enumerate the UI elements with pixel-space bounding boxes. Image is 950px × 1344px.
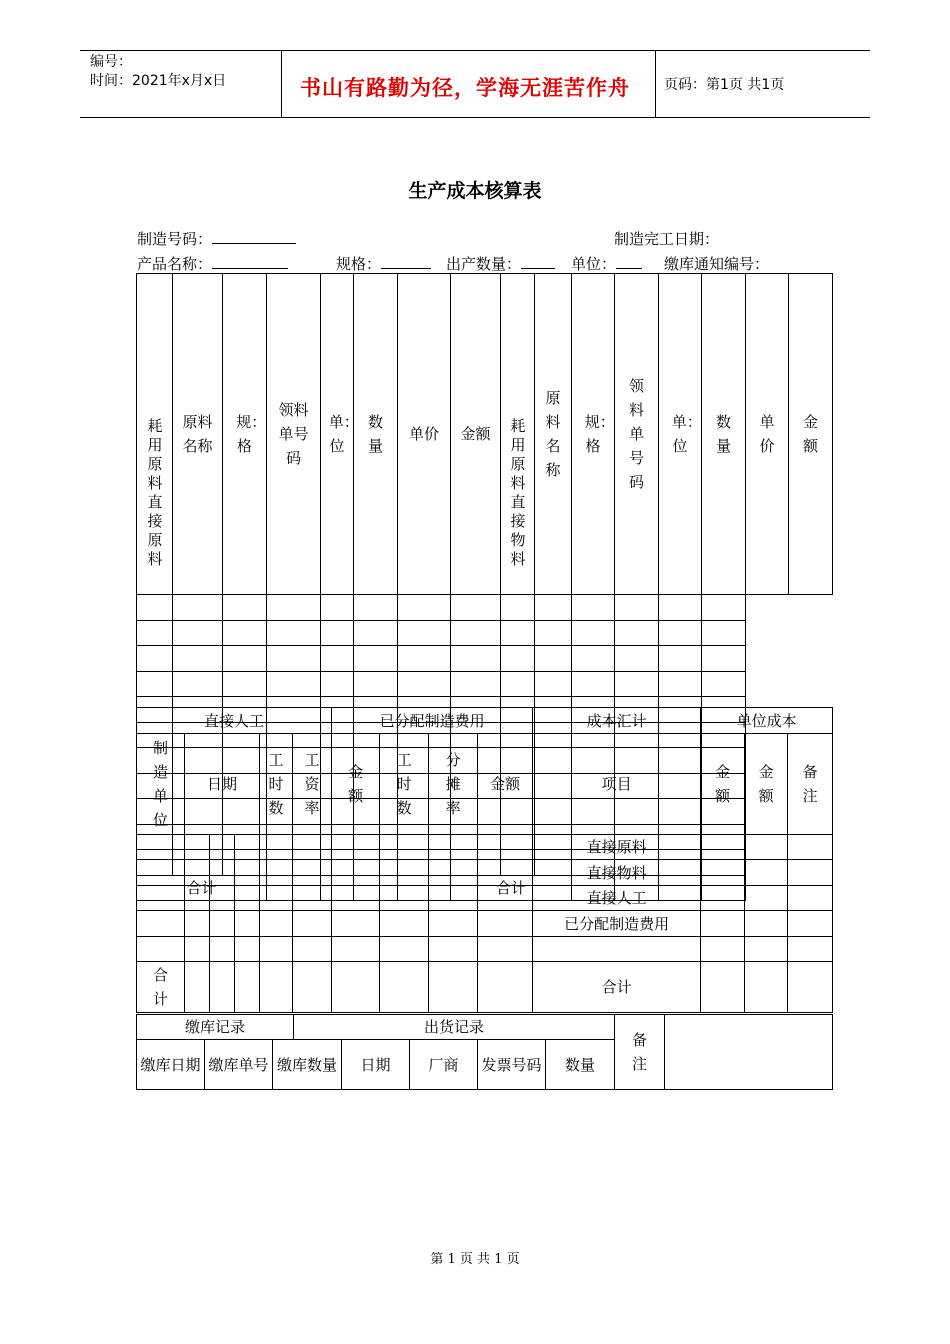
records-table xyxy=(136,1014,833,1090)
unit-cost-header: 单位成本 xyxy=(701,708,833,734)
col-header: 领料单号码 xyxy=(267,274,321,595)
mfg-no-field xyxy=(137,228,296,249)
motto-text: 书山有路勤为径，学海无涯苦作舟 xyxy=(300,76,630,100)
material-cell xyxy=(659,672,702,697)
cost-col-header: 制造单位 日期 工时数 工资率 金额 工时数 分摊率 金额 项目 金额 金额 备注 xyxy=(137,734,833,835)
cost-summary-header: 成本汇计 xyxy=(533,708,701,734)
unit-label: 单位： xyxy=(571,255,617,273)
cost-item-label: 直接物料 xyxy=(533,860,701,886)
material-cell xyxy=(321,595,354,621)
material-cell xyxy=(173,595,223,621)
material-cell xyxy=(572,646,615,672)
col-header: 单价 xyxy=(398,274,451,595)
spec-blank xyxy=(381,254,431,269)
material-cell xyxy=(173,621,223,646)
cost-row xyxy=(137,860,833,886)
output-qty-blank xyxy=(521,254,555,269)
cost-row xyxy=(137,937,833,962)
material-cell xyxy=(659,595,702,621)
material-cell xyxy=(321,646,354,672)
col-header: 单价 xyxy=(746,274,789,595)
product-name-blank xyxy=(212,254,288,269)
unit-blank xyxy=(616,254,642,269)
doc-number-label: 编号： xyxy=(90,54,132,70)
cost-table xyxy=(136,707,833,1013)
cost-total-row: 合计 合计 xyxy=(137,962,833,1013)
records-col-header: 缴库日期 缴库单号 缴库数量 日期 厂商 发票号码 数量 xyxy=(137,1040,833,1090)
material-cell xyxy=(659,646,702,672)
material-row xyxy=(137,646,833,672)
header-divider-1 xyxy=(281,50,282,118)
material-cell xyxy=(702,672,746,697)
col-header: 规：格 xyxy=(223,274,267,595)
material-cell xyxy=(572,672,615,697)
material-cell xyxy=(223,646,267,672)
spec-label: 规格： xyxy=(336,255,382,273)
product-name-label: 产品名称： xyxy=(137,255,213,273)
material-cell xyxy=(173,672,223,697)
col-header: 领料单号码 xyxy=(615,274,659,595)
page-title: 生产成本核算表 xyxy=(408,180,542,202)
material-cell xyxy=(615,672,659,697)
material-cell xyxy=(137,595,173,621)
material-cell xyxy=(702,621,746,646)
material-row xyxy=(137,595,833,621)
doc-time-label: 时间：2021年x月x日 xyxy=(90,73,227,89)
cost-item-label: 直接人工 xyxy=(533,886,701,911)
material-cell xyxy=(535,672,572,697)
header-divider-2 xyxy=(655,50,656,118)
material-cell xyxy=(451,672,501,697)
material-cell xyxy=(451,621,501,646)
col-header: 原料名称 xyxy=(173,274,223,595)
material-cell xyxy=(535,621,572,646)
material-cell xyxy=(398,595,451,621)
material-cell xyxy=(398,672,451,697)
header-bottom-rule xyxy=(80,117,870,118)
material-cell xyxy=(267,595,321,621)
material-cell xyxy=(267,646,321,672)
material-cell xyxy=(702,595,746,621)
material-cell xyxy=(354,621,398,646)
material-cell xyxy=(572,621,615,646)
cost-row xyxy=(137,911,833,937)
material-cell xyxy=(137,646,173,672)
material-cell xyxy=(501,646,535,672)
material-cell xyxy=(321,672,354,697)
product-name-field xyxy=(137,253,288,274)
page-footer: 第 1 页 共 1 页 xyxy=(430,1252,520,1267)
cost-total-label: 合计 xyxy=(533,962,701,1013)
cost-row xyxy=(137,886,833,911)
material-row xyxy=(137,672,833,697)
material-cell xyxy=(451,646,501,672)
material-cell xyxy=(137,672,173,697)
material-row xyxy=(137,621,833,646)
material-cell xyxy=(535,595,572,621)
material-cell xyxy=(398,621,451,646)
material-cell xyxy=(501,621,535,646)
material-cell xyxy=(572,595,615,621)
material-cell xyxy=(451,595,501,621)
overhead-header: 已分配制造费用 xyxy=(332,708,533,734)
header-top-rule xyxy=(80,50,870,51)
left-side-label-cell xyxy=(137,274,173,595)
left-side-label: 耗用原料直接原料 xyxy=(145,418,164,570)
col-header: 规：格 xyxy=(572,274,615,595)
material-cell xyxy=(223,595,267,621)
output-qty-field xyxy=(446,253,555,274)
finish-date-label: 制造完工日期： xyxy=(614,230,720,248)
col-header: 数量 xyxy=(354,274,398,595)
mfg-no-label: 制造号码： xyxy=(137,230,213,248)
shipping-record-header: 出货记录 xyxy=(294,1015,615,1040)
output-qty-label: 出产数量： xyxy=(446,255,522,273)
material-cell xyxy=(223,672,267,697)
col-header: 金额 xyxy=(789,274,833,595)
material-cell xyxy=(267,672,321,697)
material-cell xyxy=(321,621,354,646)
material-cell xyxy=(173,646,223,672)
total-label: 合计 xyxy=(137,876,267,901)
material-cell xyxy=(615,621,659,646)
material-cell xyxy=(354,646,398,672)
right-side-label-cell xyxy=(501,274,535,595)
records-remark-header: 备注 xyxy=(615,1015,665,1090)
material-cell xyxy=(702,646,746,672)
cost-item-label: 直接原料 xyxy=(533,835,701,860)
materials-header-row xyxy=(137,274,833,595)
material-cell xyxy=(615,646,659,672)
unit-field xyxy=(571,253,642,274)
cost-section-header xyxy=(137,708,833,734)
col-header: 数量 xyxy=(702,274,746,595)
notice-no-label: 缴库通知编号： xyxy=(664,255,770,273)
col-header: 金额 xyxy=(451,274,501,595)
material-cell xyxy=(501,595,535,621)
col-header: 单：位 xyxy=(659,274,702,595)
records-header xyxy=(137,1015,833,1040)
cost-item-label: 已分配制造费用 xyxy=(533,911,701,937)
material-cell xyxy=(659,621,702,646)
material-cell xyxy=(137,621,173,646)
material-cell xyxy=(615,595,659,621)
col-header: 单：位 xyxy=(321,274,354,595)
page-info: 页码：第1页 共1页 xyxy=(664,77,785,93)
material-cell xyxy=(354,672,398,697)
material-cell xyxy=(223,621,267,646)
direct-labor-header: 直接人工 xyxy=(137,708,332,734)
spec-field xyxy=(336,253,431,274)
material-cell xyxy=(267,621,321,646)
mfg-no-blank xyxy=(212,229,296,244)
material-cell xyxy=(535,646,572,672)
right-side-label: 耗用原料直接物料 xyxy=(508,418,527,570)
storage-record-header: 缴库记录 xyxy=(137,1015,294,1040)
material-cell xyxy=(354,595,398,621)
col-header: 原料名称 xyxy=(535,274,572,595)
cost-row xyxy=(137,835,833,860)
material-cell xyxy=(501,672,535,697)
material-cell xyxy=(398,646,451,672)
total-label: 合计 xyxy=(451,876,572,901)
